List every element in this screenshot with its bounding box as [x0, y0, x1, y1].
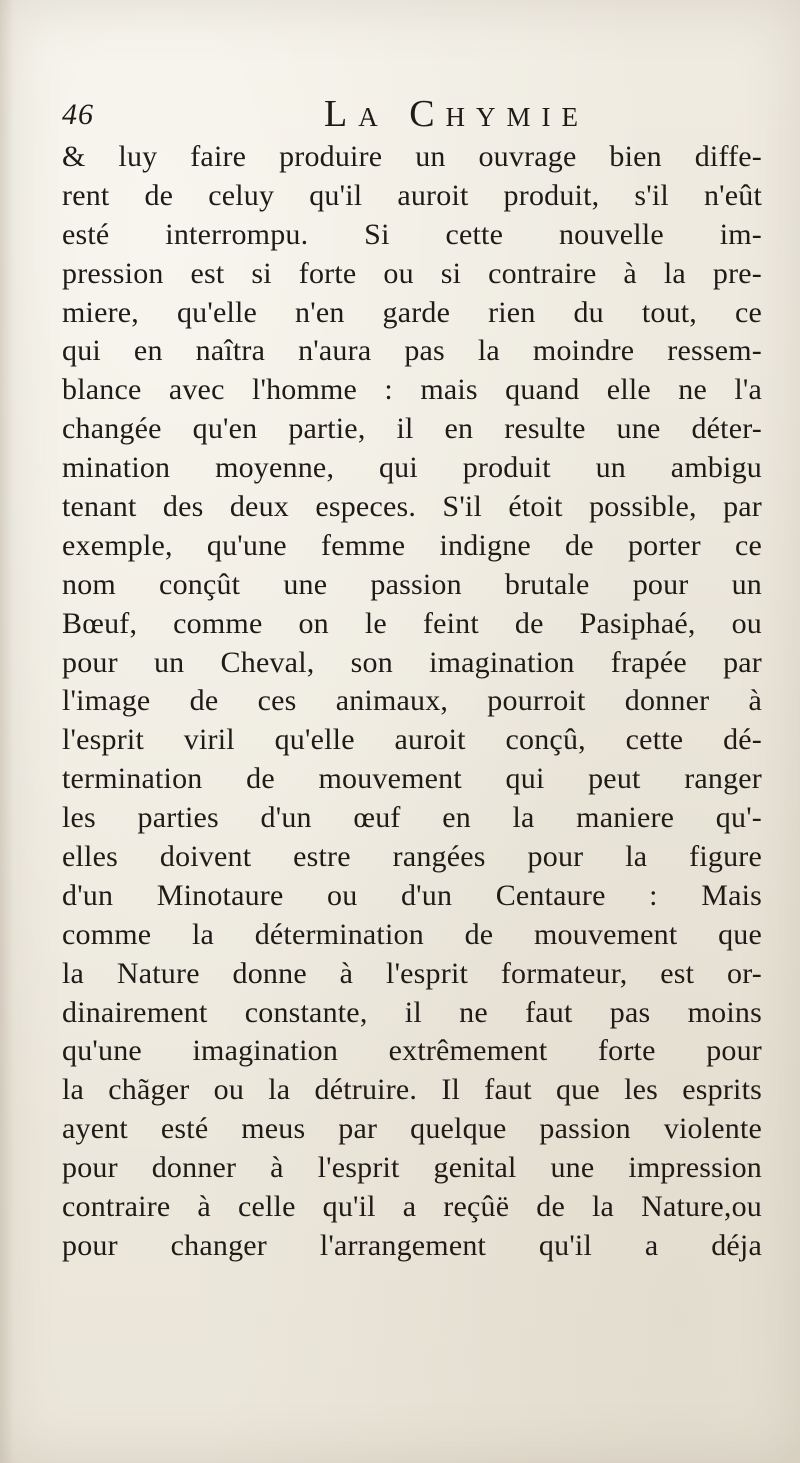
- text-line: pression est si forte ou si contraire à la pre-: [62, 256, 762, 290]
- text-line: esté interrompu. Si cette nouvelle im-: [62, 217, 762, 251]
- text-line: changée qu'en partie, il en resulte une déter-: [62, 412, 762, 446]
- text-line: pour donner à l'esprit genital une impression: [62, 1151, 762, 1185]
- text-line: qu'une imagination extrêmement forte pour: [62, 1034, 762, 1068]
- body-text: [62, 138, 762, 1266]
- text-line: pour un Cheval, son imagination frapée par: [62, 645, 762, 679]
- text-line: l'image de ces animaux, pourroit donner à: [62, 684, 762, 718]
- text-line: qui en naîtra n'aura pas la moindre ressem-: [62, 334, 762, 368]
- text-line: ayent esté meus par quelque passion violente: [62, 1112, 762, 1146]
- text-line: termination de mouvement qui peut ranger: [62, 762, 762, 796]
- text-line: les parties d'un œuf en la maniere qu'-: [62, 801, 762, 835]
- text-line: contraire à celle qu'il a reçûë de la Nature,ou: [62, 1190, 762, 1224]
- text-line: pour changer l'arrangement qu'il a déja: [62, 1228, 762, 1262]
- running-head: [62, 92, 742, 140]
- text-line: rent de celuy qu'il auroit produit, s'il n'eût: [62, 178, 762, 212]
- text-line: blance avec l'homme : mais quand elle ne l'a: [62, 373, 762, 407]
- text-line: mination moyenne, qui produit un ambigu: [62, 451, 762, 485]
- text-line: d'un Minotaure ou d'un Centaure : Mais: [62, 878, 762, 912]
- text-line: & luy faire produire un ouvrage bien diffe-: [62, 140, 762, 173]
- text-line: la chãger ou la détruire. Il faut que les esprits: [62, 1073, 762, 1107]
- text-line: l'esprit viril qu'elle auroit conçû, cette dé-: [62, 723, 762, 757]
- text-line: la Nature donne à l'esprit formateur, est or-: [62, 956, 762, 990]
- text-line: nom conçût une passion brutale pour un: [62, 567, 762, 601]
- text-line: Bœuf, comme on le feint de Pasiphaé, ou: [62, 606, 762, 640]
- text-line: exemple, qu'une femme indigne de porter ce: [62, 528, 762, 562]
- text-line: dinairement constante, il ne faut pas moins: [62, 995, 762, 1029]
- text-line: elles doivent estre rangées pour la figure: [62, 840, 762, 874]
- text-line: miere, qu'elle n'en garde rien du tout, ce: [62, 295, 762, 329]
- text-line: tenant des deux especes. S'il étoit possible, par: [62, 490, 762, 524]
- text-line: comme la détermination de mouvement que: [62, 917, 762, 951]
- page-fold-shadow: [0, 0, 14, 1463]
- running-title: La Chymie: [324, 93, 590, 135]
- page-number: 46: [62, 98, 94, 131]
